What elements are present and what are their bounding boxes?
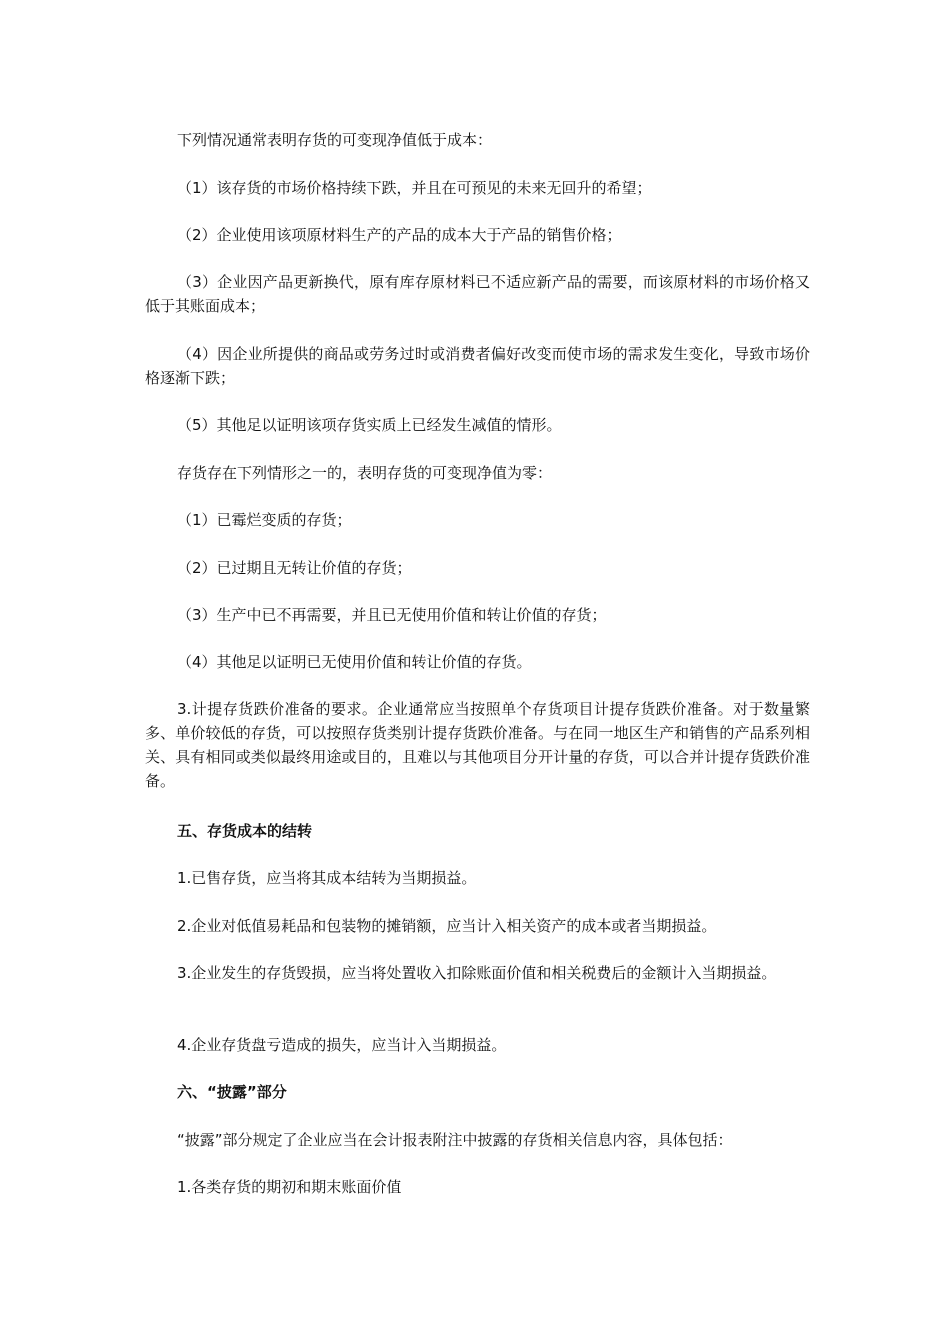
list-item: 1.各类存货的期初和期末账面价值 (177, 1178, 402, 1196)
list-item: （3）生产中已不再需要，并且已无使用价值和转让价值的存货； (177, 606, 607, 624)
list-item: （4）因企业所提供的商品或劳务过时或消费者偏好改变而使市场的需求发生变化，导致市场价格逐渐下跌； (145, 345, 810, 387)
list-item: （3）企业因产品更新换代，原有库存原材料已不适应新产品的需要，而该原材料的市场价格又低于其账面成本； (145, 273, 810, 315)
list-item: 3.企业发生的存货毁损，应当将处置收入扣除账面价值和相关税费后的金额计入当期损益。 (177, 964, 777, 982)
list-item: （1）该存货的市场价格持续下跌，并且在可预见的未来无回升的希望； (177, 179, 652, 197)
paragraph-intro: 下列情况通常表明存货的可变现净值低于成本： (177, 131, 493, 149)
list-item: （4）其他足以证明已无使用价值和转让价值的存货。 (177, 653, 532, 671)
section-heading: 五、存货成本的结转 (177, 822, 313, 840)
list-item: （1）已霉烂变质的存货； (177, 511, 352, 529)
paragraph-intro: “披露”部分规定了企业应当在会计报表附注中披露的存货相关信息内容，具体包括： (177, 1131, 733, 1149)
paragraph-intro: 存货存在下列情形之一的，表明存货的可变现净值为零： (177, 464, 553, 482)
list-item: 2.企业对低值易耗品和包装物的摊销额，应当计入相关资产的成本或者当期损益。 (177, 917, 717, 935)
paragraph-body: 3.计提存货跌价准备的要求。企业通常应当按照单个存货项目计提存货跌价准备。对于数量繁多、单价较低的存货，可以按照存货类别计提存货跌价准备。与在同一地区生产和销售的产品系列相关、具有相同或类似最终用途或目的，且难以与其他项目分开计量的存货，可以合并计提存货跌价准备。 (145, 700, 810, 790)
list-item: （5）其他足以证明该项存货实质上已经发生减值的情形。 (177, 416, 562, 434)
list-item: 1.已售存货，应当将其成本结转为当期损益。 (177, 869, 477, 887)
list-item: 4.企业存货盘亏造成的损失，应当计入当期损益。 (177, 1036, 507, 1054)
list-item: （2）已过期且无转让价值的存货； (177, 559, 412, 577)
section-heading: 六、“披露”部分 (177, 1083, 287, 1101)
list-item: （2）企业使用该项原材料生产的产品的成本大于产品的销售价格； (177, 226, 622, 244)
